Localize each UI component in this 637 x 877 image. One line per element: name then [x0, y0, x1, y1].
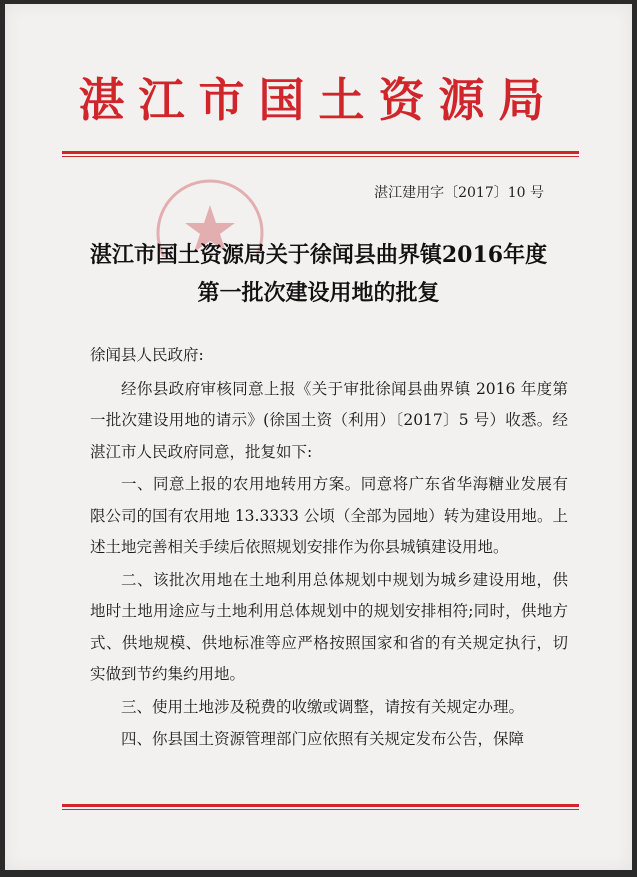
document-body — [90, 340, 568, 756]
paragraph-1: 经你县政府审核同意上报《关于审批徐闻县曲界镇 2016 年度第一批次建设用地的请示》(徐国土资（利用）〔2017〕5 号）收悉。经湛江市人民政府同意，批复如下: — [90, 379, 568, 461]
salutation: 徐闻县人民政府: — [90, 346, 204, 364]
paragraph-4: 三、使用土地涉及税费的收缴或调整，请按有关规定办理。 — [121, 697, 525, 716]
document-page — [5, 4, 632, 870]
top-red-rule — [62, 151, 579, 157]
paragraph-2: 一、同意上报的农用地转用方案。同意将广东省华海糖业发展有限公司的国有农用地 13.3333 公顷（全部为园地）转为建设用地。上述土地完善相关手续后依照规划安排作为你县城镇建设用地。 — [90, 475, 568, 556]
letterhead-title: 湛江市国土资源局 — [78, 73, 559, 127]
title-line-1: 湛江市国土资源局关于徐闻县曲界镇2016年度 — [89, 242, 548, 268]
title-line-2: 第一批次建设用地的批复 — [197, 280, 440, 306]
bottom-red-rule — [62, 804, 579, 810]
paragraph-3: 二、该批次用地在土地利用总体规划中规划为城乡建设用地，供地时土地用途应与土地利用总体规划中的规划安排相符;同时，供地方式、供地规模、供地标准等应严格按照国家和省的有关规定执行，切实做到节约集约用地。 — [90, 570, 568, 683]
document-number: 湛江建用字〔2017〕10 号 — [374, 185, 544, 201]
paragraph-5: 四、你县国土资源管理部门应依照有关规定发布公告，保障 — [121, 730, 525, 748]
document-title — [5, 236, 632, 312]
